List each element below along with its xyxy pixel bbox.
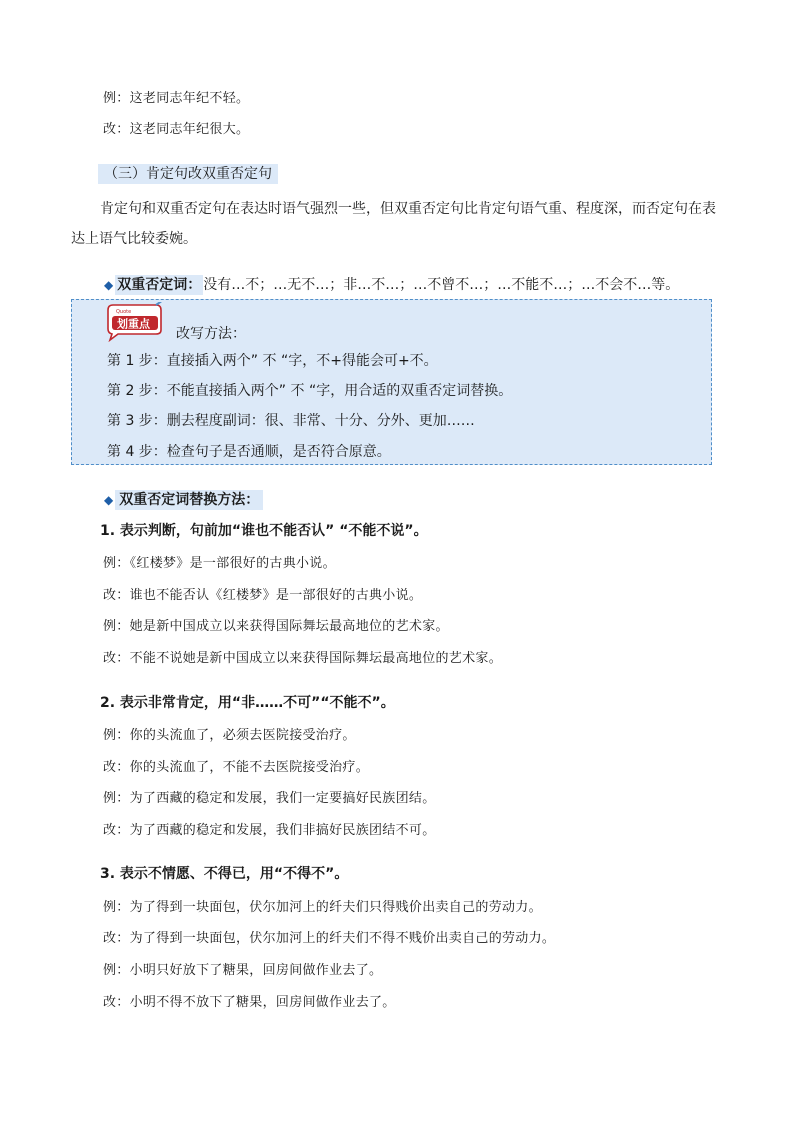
replace-methods-heading [104, 489, 263, 509]
step-3: 第 3 步：删去程度副词：很、非常、十分、分外、更加…… [107, 413, 475, 429]
diamond-bullet-icon: ◆ [104, 493, 114, 507]
badge-top-text: Quote [116, 309, 132, 315]
line-label: 改： [103, 995, 130, 1010]
example-line [103, 87, 249, 106]
line-label: 改： [103, 760, 130, 775]
line-label: 例： [103, 900, 130, 915]
revised-label: 改： [103, 122, 130, 137]
section-title: （三）肯定句改双重否定句 [98, 164, 278, 184]
line-text: 小明不得不放下了糖果，回房间做作业去了。 [129, 995, 396, 1010]
line-text: 为了得到一块面包，伏尔加河上的纤夫们不得不贱价出卖自己的劳动力。 [129, 931, 556, 946]
line-text: 为了西藏的稳定和发展，我们一定要搞好民族团结。 [129, 791, 436, 806]
section-paragraph-line-2: 达上语气比较委婉。 [71, 231, 197, 247]
line-text: 《红楼梦》是一部很好的古典小说。 [129, 556, 336, 571]
section-paragraph-line-1: 肯定句和双重否定句在表达时语气强烈一些，但双重否定句比肯定句语气重、程度深，而否定句在表 [100, 201, 716, 217]
method-1-heading: 1. 表示判断，句前加“谁也不能否认” “不能不说”。 [100, 523, 428, 539]
replace-methods-title: 双重否定词替换方法： [115, 490, 263, 510]
revised-line [103, 118, 249, 137]
example-text: 这老同志年纪不轻。 [129, 91, 250, 106]
method-1-line-4 [103, 647, 502, 666]
method-1-line-2 [103, 584, 422, 603]
key-point-badge-icon [104, 302, 168, 342]
line-text: 你的头流血了，不能不去医院接受治疗。 [129, 760, 370, 775]
line-label: 改： [103, 931, 130, 946]
line-label: 例： [103, 619, 130, 634]
line-text: 为了西藏的稳定和发展，我们非搞好民族团结不可。 [129, 823, 436, 838]
method-3-line-1 [103, 896, 542, 915]
double-negative-text: 没有…不；…无不…；非…不…；…不曾不…；…不能不…；…不会不…等。 [203, 277, 680, 293]
method-2-line-2 [103, 756, 369, 775]
section-heading [98, 163, 278, 183]
line-text: 谁也不能否认《红楼梦》是一部很好的古典小说。 [129, 588, 423, 603]
badge-label: 划重点 [117, 317, 150, 331]
line-label: 例： [103, 791, 130, 806]
method-3-line-2 [103, 927, 555, 946]
line-label: 例： [103, 728, 130, 743]
line-text: 她是新中国成立以来获得国际舞坛最高地位的艺术家。 [129, 619, 449, 634]
line-label: 改： [103, 651, 130, 666]
step-4: 第 4 步：检查句子是否通顺，是否符合原意。 [107, 444, 391, 460]
line-label: 改： [103, 823, 130, 838]
line-text: 你的头流血了，必须去医院接受治疗。 [129, 728, 356, 743]
revised-text: 这老同志年纪很大。 [129, 122, 250, 137]
step-2: 第 2 步：不能直接插入两个” 不 “字，用合适的双重否定词替换。 [107, 383, 513, 399]
double-negative-words [104, 274, 679, 294]
line-text: 为了得到一块面包，伏尔加河上的纤夫们只得贱价出卖自己的劳动力。 [129, 900, 542, 915]
method-1-line-3 [103, 615, 449, 634]
method-3-line-3 [103, 959, 382, 978]
method-2-line-3 [103, 787, 436, 806]
example-label: 例： [103, 91, 130, 106]
line-label: 例： [103, 556, 130, 571]
diamond-bullet-icon: ◆ [104, 278, 114, 292]
method-3-heading: 3. 表示不情愿、不得已，用“不得不”。 [100, 866, 349, 882]
method-1-line-1 [103, 552, 336, 571]
step-1: 第 1 步：直接插入两个” 不 “字，不+得能会可+不。 [107, 353, 438, 369]
key-box-title: 改写方法： [176, 326, 246, 342]
method-2-line-1 [103, 724, 356, 743]
method-2-line-4 [103, 819, 436, 838]
line-text: 不能不说她是新中国成立以来获得国际舞坛最高地位的艺术家。 [129, 651, 503, 666]
method-2-heading: 2. 表示非常肯定，用“非……不可”“不能不”。 [100, 695, 395, 711]
method-3-line-4 [103, 991, 396, 1010]
line-label: 例： [103, 963, 130, 978]
line-label: 改： [103, 588, 130, 603]
double-negative-label: 双重否定词： [117, 277, 202, 293]
line-text: 小明只好放下了糖果，回房间做作业去了。 [129, 963, 383, 978]
